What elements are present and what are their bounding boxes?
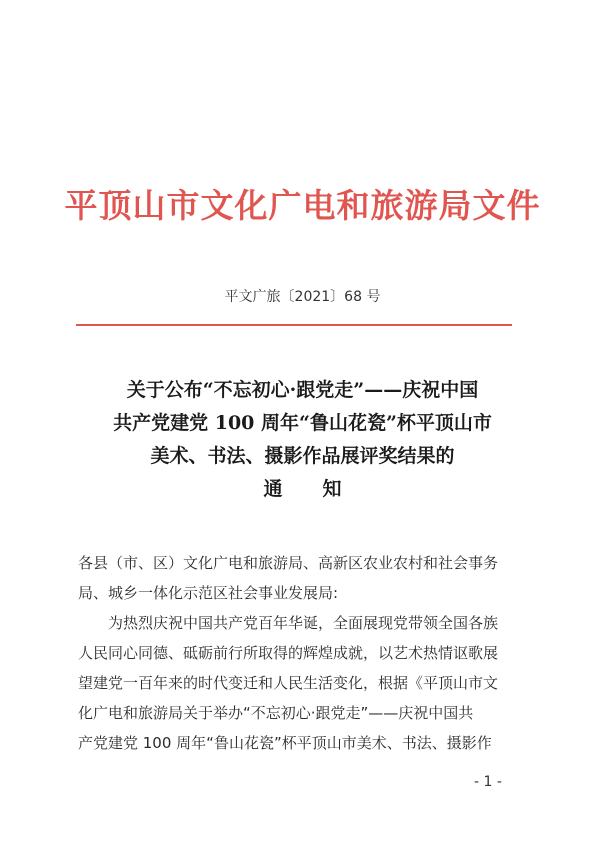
body-paragraph-line: 人民同心同德、砥砺前行所取得的辉煌成就，以艺术热情讴歌展 [78, 644, 499, 662]
addressee-line: 各县（市、区）文化广电和旅游局、高新区农业农村和社会事务 [78, 554, 499, 572]
body-paragraph-line: 化广电和旅游局关于举办“不忘初心·跟党走”——庆祝中国共 [78, 704, 474, 722]
notice-body [78, 548, 526, 758]
body-paragraph-line: 望建党一百年来的时代变迁和人民生活变化，根据《平顶山市文 [78, 674, 499, 692]
red-divider-line [76, 324, 512, 326]
notice-title-line: 美术、书法、摄影作品展评奖结果的 [150, 445, 455, 467]
page-number: - 1 - [474, 774, 502, 790]
issuing-authority-header: 平顶山市文化广电和旅游局文件 [64, 186, 541, 225]
addressee-line: 局、城乡一体化示范区社会事业发展局: [78, 584, 339, 602]
body-paragraph-line: 产党建党 100 周年“鲁山花瓷”杯平顶山市美术、书法、摄影作 [78, 734, 492, 752]
notice-title-line: 通知 [263, 478, 382, 500]
notice-title [70, 374, 535, 506]
notice-title-line: 共产党建党 100 周年“鲁山花瓷”杯平顶山市 [113, 412, 492, 434]
document-number: 平文广旅〔2021〕68 号 [224, 289, 381, 305]
notice-title-line: 关于公布“不忘初心·跟党走”——庆祝中国 [126, 379, 479, 401]
body-paragraph-line: 为热烈庆祝中国共产党百年华诞，全面展现党带领全国各族 [108, 614, 499, 632]
